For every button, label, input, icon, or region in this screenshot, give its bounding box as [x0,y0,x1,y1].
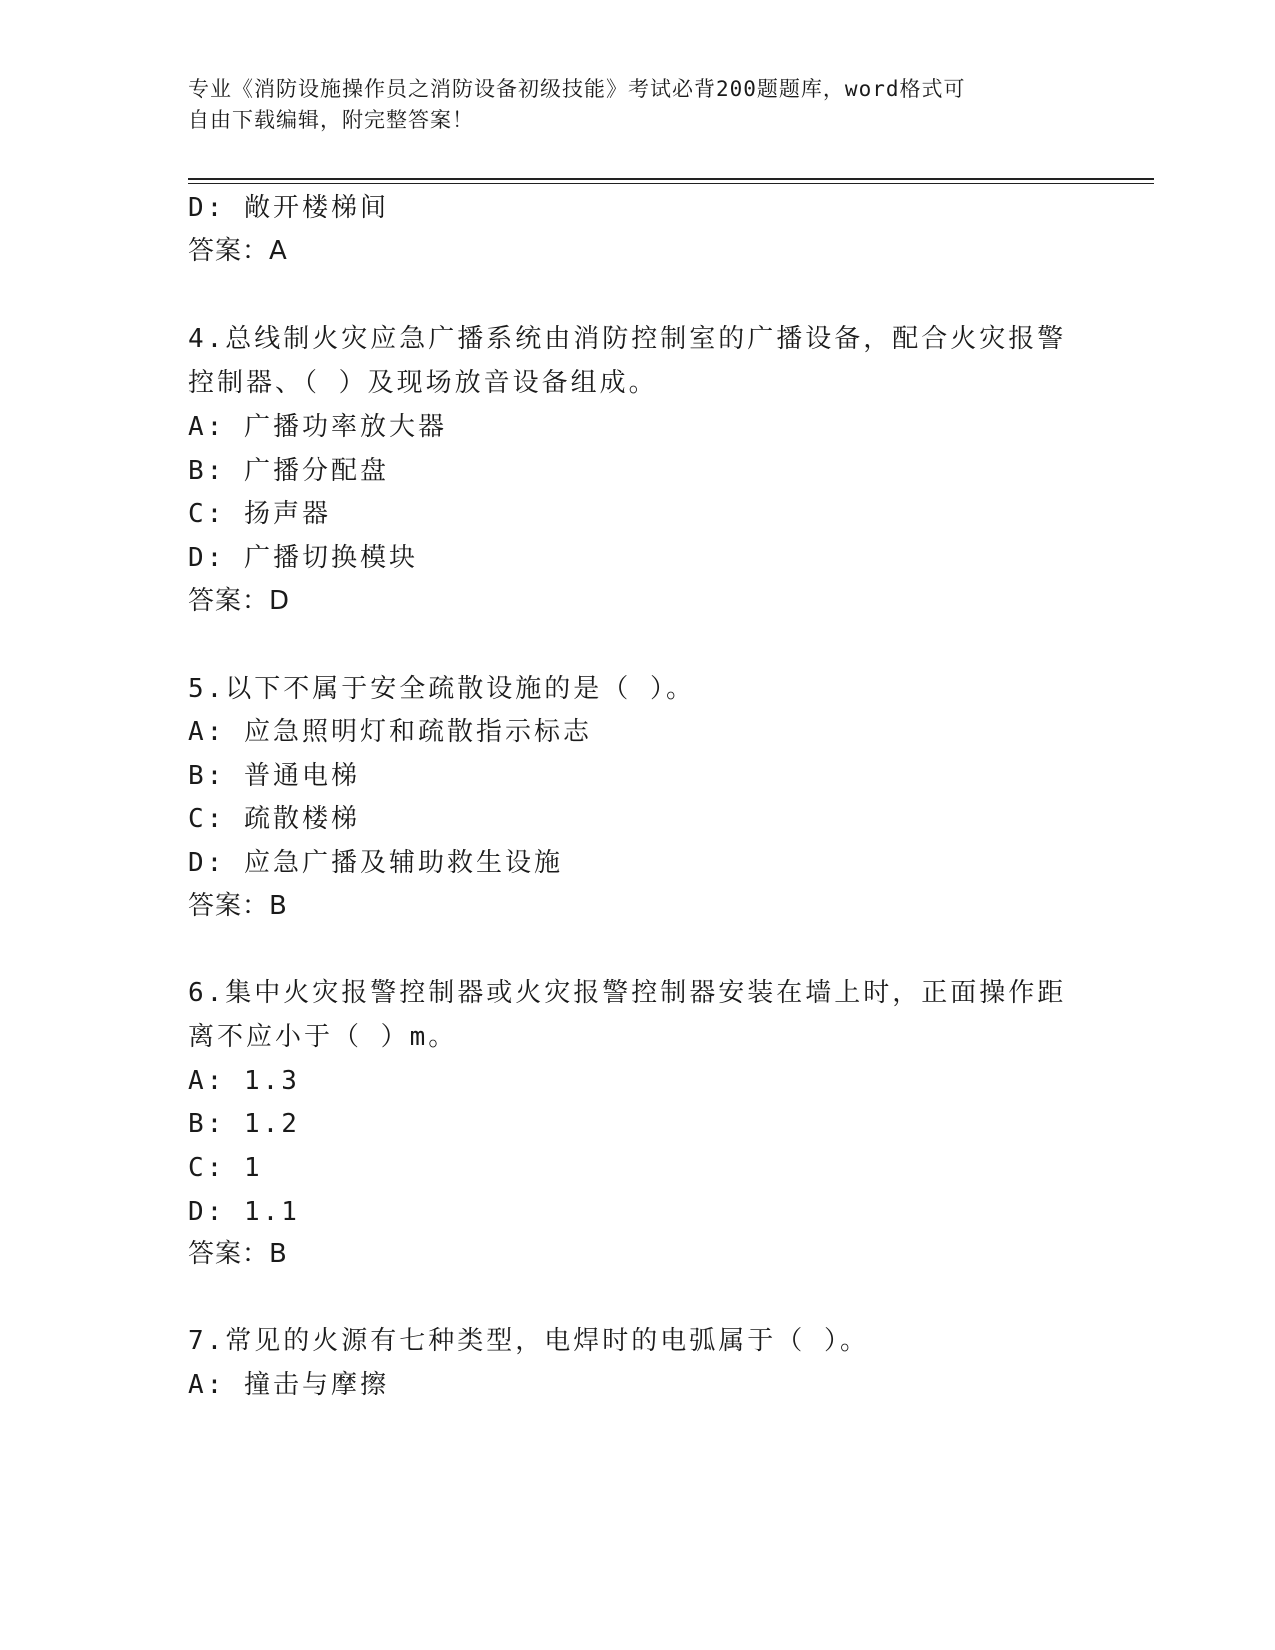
q5-stem-line-1: 5.以下不属于安全疏散设施的是（ ）。 [188,674,695,704]
q4-stem-line-1: 4.总线制火灾应急广播系统由消防控制室的广播设备，配合火灾报警 [188,324,1067,354]
header-divider-thick [188,178,1154,180]
q4-stem-line-2: 控制器、（ ）及现场放音设备组成。 [188,368,658,398]
q4-option-c: C: 扬声器 [188,499,331,529]
q6-option-a: A: 1.3 [188,1066,300,1096]
q7-stem-line-1: 7.常见的火源有七种类型，电焊时的电弧属于（ ）。 [188,1326,869,1356]
header-divider-thin [188,183,1154,184]
q4-option-d: D: 广播切换模块 [188,543,418,573]
q6-option-b: B: 1.2 [188,1109,300,1139]
header-line-1: 专业《消防设施操作员之消防设备初级技能》考试必背200题题库，word格式可 [188,77,966,101]
q4-answer: 答案：D [188,586,291,616]
q3-answer: 答案：A [188,236,288,266]
q6-option-c: C: 1 [188,1153,263,1183]
q7-option-a: A: 撞击与摩擦 [188,1370,389,1400]
header-line-2: 自由下载编辑，附完整答案！ [188,108,474,132]
q6-stem-line-2: 离不应小于（ ）m。 [188,1022,458,1052]
q3-option-d: D: 敞开楼梯间 [188,193,389,223]
q4-option-b: B: 广播分配盘 [188,456,389,486]
q6-answer: 答案：B [188,1239,288,1269]
q5-option-b: B: 普通电梯 [188,761,360,791]
document-header [188,74,1068,136]
q5-option-d: D: 应急广播及辅助救生设施 [188,848,563,878]
q5-answer: 答案：B [188,891,288,921]
q6-stem-line-1: 6.集中火灾报警控制器或火灾报警控制器安装在墙上时，正面操作距 [188,978,1067,1008]
q4-option-a: A: 广播功率放大器 [188,412,447,442]
q6-option-d: D: 1.1 [188,1197,300,1227]
q5-option-c: C: 疏散楼梯 [188,804,360,834]
q5-option-a: A: 应急照明灯和疏散指示标志 [188,717,592,747]
